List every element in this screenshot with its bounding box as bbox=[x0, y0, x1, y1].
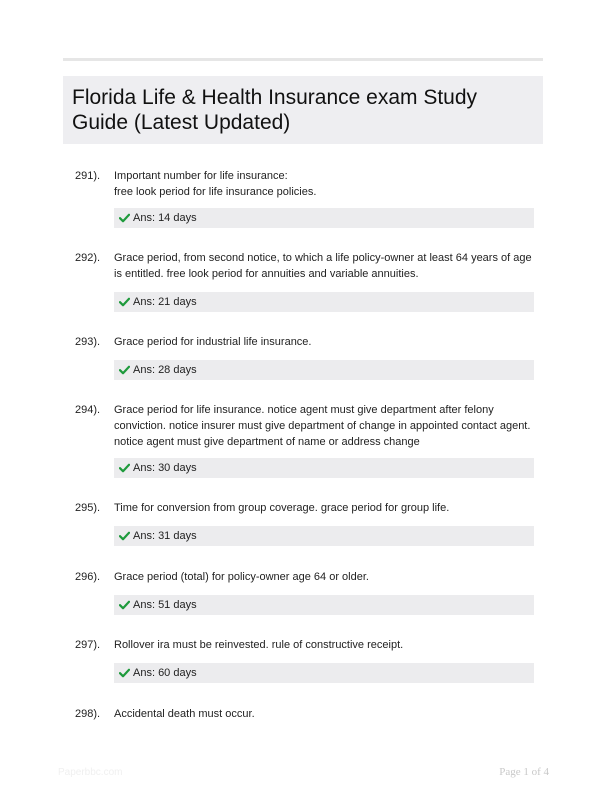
question-text: Grace period (total) for policy-owner age 64 or older. bbox=[114, 571, 369, 583]
checkmark-icon bbox=[119, 668, 130, 678]
question-number: 291). bbox=[75, 170, 101, 182]
question-number: 292). bbox=[75, 252, 101, 264]
checkmark-icon bbox=[119, 365, 130, 375]
question-text: Rollover ira must be reinvested. rule of constructive receipt. bbox=[114, 639, 404, 651]
answer-text: Ans: 21 days bbox=[133, 296, 197, 308]
checkmark-icon bbox=[119, 297, 130, 307]
answer-text: Ans: 14 days bbox=[133, 212, 197, 224]
checkmark-icon bbox=[119, 213, 130, 223]
checkmark-icon bbox=[119, 600, 130, 610]
question-text: Time for conversion from group coverage. grace period for group life. bbox=[114, 502, 450, 514]
answer-box bbox=[114, 292, 534, 312]
answer-box bbox=[114, 208, 534, 228]
checkmark-icon bbox=[119, 463, 130, 473]
answer-box bbox=[114, 360, 534, 380]
question-number: 296). bbox=[75, 571, 101, 583]
answer-box bbox=[114, 663, 534, 683]
question-number: 295). bbox=[75, 502, 101, 514]
page-indicator: Page 1 of 4 bbox=[499, 766, 549, 778]
answer-box bbox=[114, 458, 534, 478]
answer-box bbox=[114, 526, 534, 546]
answer-box bbox=[114, 595, 534, 615]
question-text: Important number for life insurance: free look period for life insurance policies. bbox=[114, 170, 317, 198]
top-divider bbox=[63, 58, 543, 61]
question-number: 294). bbox=[75, 404, 101, 416]
answer-text: Ans: 60 days bbox=[133, 667, 197, 679]
question-text: Accidental death must occur. bbox=[114, 708, 255, 720]
title-box bbox=[63, 76, 543, 144]
answer-text: Ans: 28 days bbox=[133, 364, 197, 376]
question-text: Grace period, from second notice, to which a life policy-owner at least 64 years of age is entitled. free look period for annuities and variable annuities. bbox=[114, 252, 532, 280]
answer-text: Ans: 31 days bbox=[133, 530, 197, 542]
question-number: 298). bbox=[75, 708, 101, 720]
question-text: Grace period for industrial life insurance. bbox=[114, 336, 312, 348]
checkmark-icon bbox=[119, 531, 130, 541]
question-text: Grace period for life insurance. notice agent must give department after felony conviction. notice insurer must give department of change in appointed contact agent. notice agent must give department of name or address change bbox=[114, 404, 531, 448]
footer-watermark: Paperbbc.com bbox=[58, 767, 123, 778]
answer-text: Ans: 51 days bbox=[133, 599, 197, 611]
page-title: Florida Life & Health Insurance exam Study Guide (Latest Updated) bbox=[72, 86, 478, 134]
question-number: 297). bbox=[75, 639, 101, 651]
answer-text: Ans: 30 days bbox=[133, 462, 197, 474]
question-number: 293). bbox=[75, 336, 101, 348]
